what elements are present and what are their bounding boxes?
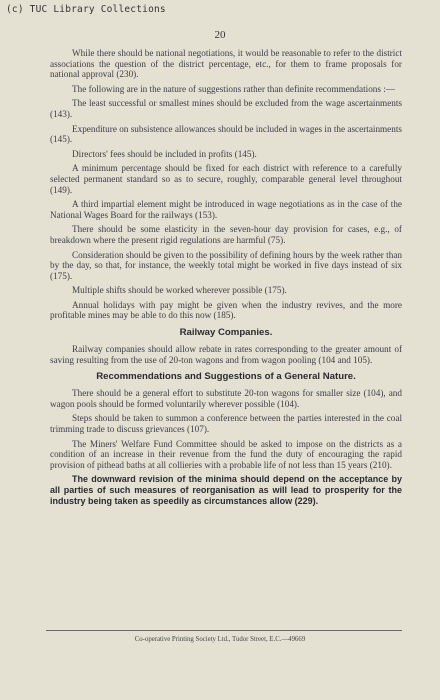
printer-footer: Co-operative Printing Society Ltd., Tudor Street, E.C.—49669	[134, 636, 306, 643]
paragraph: Multiple shifts should be worked wherever possible (175).	[72, 285, 287, 296]
paragraph: There should be a general effort to substitute 20-ton wagons for smaller size (104), and wagon pools should be formed voluntarily wherever possible (104).	[50, 388, 402, 409]
paragraph: Consideration should be given to the possibility of defining hours by the week rather than by the day, so that, for instance, the weekly total might be worked in five days instead of six (175).	[50, 249, 402, 281]
paragraph: The Miners' Welfare Fund Committee should be asked to impose on the districts as a condition of an increase in their revenue from the fund the duty of encouraging the rapid provision of pithead baths at all collieries with a probable life of not less than 15 years (210).	[50, 438, 402, 470]
paragraph: Annual holidays with pay might be given when the industry revives, and the more profitable mines may be able to do this now (185).	[50, 299, 402, 321]
paragraph: There should be some elasticity in the seven-hour day provision for cases, e.g., of breakdown where the present rigid regulations are harmful (75).	[50, 224, 402, 245]
closing-bold-paragraph: The downward revision of the minima should depend on the acceptance by all parties of such measures of reorganisation as will lead to prosperity for the industry being taken as speedily as circumstances allow (229).	[50, 474, 402, 506]
document-body	[50, 48, 402, 506]
paragraph: A minimum percentage should be fixed for each district with reference to a carefully selected permanent standard so as to secure, roughly, comparable general level throughout (149).	[50, 163, 402, 195]
section-heading-general: Recommendations and Suggestions of a General Nature.	[96, 371, 356, 383]
paragraph: The least successful or smallest mines should be excluded from the wage ascertainments (143).	[50, 98, 402, 119]
paragraph: Steps should be taken to summon a conference between the parties interested in the coal trimming trade to discuss grievances (107).	[50, 413, 402, 435]
paragraph: Directors' fees should be included in profits (145).	[72, 148, 257, 159]
paragraph: A third impartial element might be introduced in wage negotiations as in the case of the National Wages Board for the railways (153).	[50, 199, 402, 220]
page-number: 20	[214, 29, 226, 41]
footer-divider	[46, 630, 402, 631]
paragraph: While there should be national negotiations, it would be reasonable to refer to the district associations the question of the district percentage, etc., for them to frame proposals for national approval (230).	[50, 48, 402, 80]
paragraph: Expenditure on subsistence allowances should be included in wages in the ascertainments (145).	[50, 123, 402, 145]
watermark: (c) TUC Library Collections	[6, 4, 166, 15]
paragraph: The following are in the nature of suggestions rather than definite recommendations :—	[72, 83, 395, 94]
paragraph: Railway companies should allow rebate in rates corresponding to the greater amount of saving resulting from the use of 20-ton wagons and from wagon pooling (104 and 105).	[50, 344, 402, 365]
section-heading-railway: Railway Companies.	[179, 327, 273, 339]
